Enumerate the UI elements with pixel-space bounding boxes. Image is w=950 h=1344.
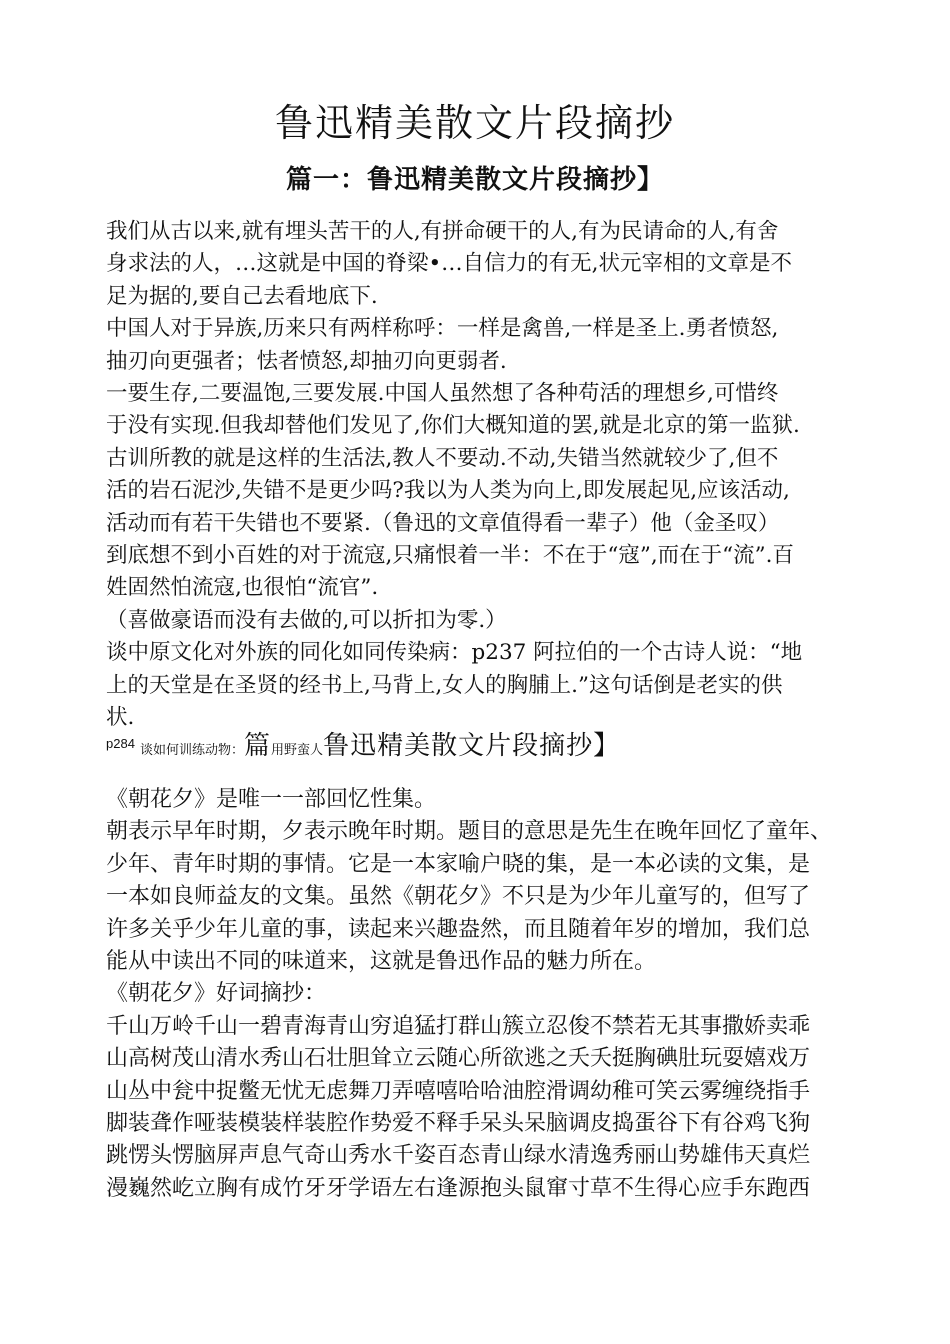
text-line: 于没有实现.但我却替他们发见了,你们大概知道的罢,就是北京的第一监狱.	[106, 413, 800, 439]
text-line: 我们从古以来,就有埋头苦干的人,有拼命硬干的人,有为民请命的人,有舍	[106, 219, 779, 244]
page-ref: p284	[106, 736, 135, 751]
text-line: 姓固然怕流寇,也很怕“流官”.	[106, 575, 379, 601]
text-line: 千山万岭千山一碧青海青山穷追猛打群山簇立忍俊不禁若无其事撒娇卖乖	[106, 1013, 811, 1039]
text-line: 古训所教的就是这样的生活法,教人不要动.不动,失错当然就较少了,但不	[106, 445, 779, 471]
text-line: （喜做豪语而没有去做的,可以折扣为零.）	[106, 607, 507, 633]
section-one-body	[106, 216, 866, 735]
heading-note-2: 用野蛮人	[271, 743, 324, 758]
text-line: 状.	[106, 705, 135, 731]
section-two-heading	[106, 724, 866, 771]
document-subtitle: 篇一：鲁迅精美散文片段摘抄】	[285, 165, 664, 195]
heading-title: 鲁迅精美散文片段摘抄】	[323, 731, 621, 761]
text-line: 山高树茂山清水秀山石壮胆耸立云随心所欲逃之夭夭挺胸碘肚玩耍嬉戏万	[106, 1046, 811, 1072]
document-title: 鲁迅精美散文片段摘抄	[274, 101, 675, 145]
text-line: 《朝花夕》是唯一一部回忆性集。	[106, 787, 437, 812]
text-line: 到底想不到小百姓的对于流寇,只痛恨着一半：不在于“寇”,而在于“流”.百	[106, 543, 794, 569]
heading-note: 谈如何训练动物：	[140, 743, 245, 758]
text-line: 跳愣头愣脑屏声息气奇山秀水千姿百态青山绿水清逸秀丽山势雄伟天真烂	[106, 1143, 811, 1169]
text-line: 中国人对于异族,历来只有两样称呼：一样是禽兽,一样是圣上.勇者愤怒,	[106, 316, 779, 342]
text-line: 一本如良师益友的文集。虽然《朝花夕》不只是为少年儿童写的，但写了	[106, 884, 811, 910]
text-line: 足为据的,要自己去看地底下.	[106, 283, 378, 309]
text-line: 脚装聋作哑装模装样装腔作势爱不释手呆头呆脑调皮捣蛋谷下有谷鸡飞狗	[106, 1111, 811, 1137]
text-line: 许多关乎少年儿童的事，读起来兴趣盎然，而且随着年岁的增加，我们总	[106, 916, 811, 942]
text-line: 少年、青年时期的事情。它是一本家喻户晓的集，是一本必读的文集，是	[106, 851, 811, 877]
text-line: 抽刃向更强者；怯者愤怒,却抽刃向更弱者.	[106, 348, 507, 374]
heading-pian: 篇	[244, 731, 272, 761]
text-line: 活动而有若干失错也不要紧.（鲁迅的文章值得看一辈子）他（金圣叹）	[106, 510, 780, 536]
text-line: 朝表示早年时期，夕表示晚年时期。题目的意思是先生在晚年回忆了童年、	[106, 819, 833, 845]
text-line: 一要生存,二要温饱,三要发展.中国人虽然想了各种苟活的理想乡,可惜终	[106, 381, 779, 407]
text-line: 山丛中瓮中捉鳖无忧无虑舞刀弄嘻嘻哈哈油腔滑调幼稚可笑云雾缠绕指手	[106, 1078, 811, 1104]
text-line: 身求法的人，…这就是中国的脊梁•…自信力的有无,状元宰相的文章是不	[106, 251, 793, 277]
text-line: 上的天堂是在圣贤的经书上,马背上,女人的胸脯上.”这句话倒是老实的供	[106, 672, 783, 698]
text-line: 能从中读出不同的味道来，这就是鲁迅作品的魅力所在。	[106, 949, 657, 975]
text-line: 《朝花夕》好词摘抄：	[106, 981, 327, 1007]
text-line: 漫巍然屹立胸有成竹牙牙学语左右逢源抱头鼠窜寸草不生得心应手东跑西	[106, 1175, 811, 1201]
text-line: 活的岩石泥沙,失错不是更少吗?我以为人类为向上,即发展起见,应该活动,	[106, 478, 790, 504]
section-two-body	[106, 784, 866, 1205]
text-line: 谈中原文化对外族的同化如同传染病：p237 阿拉伯的一个古诗人说：“地	[106, 640, 803, 666]
